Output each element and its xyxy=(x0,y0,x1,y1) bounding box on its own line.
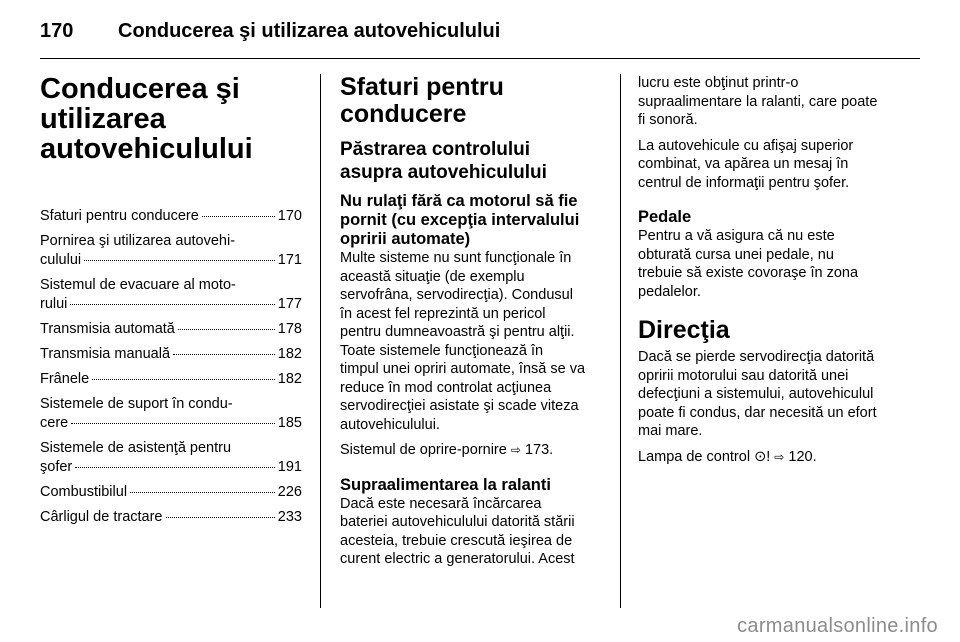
page-header xyxy=(40,20,920,60)
toc-page: 170 xyxy=(277,208,302,224)
toc-page: 233 xyxy=(277,509,302,525)
display-message-paragraph: La autovehicule cu afişaj superior combinat, va apărea un mesaj în centrul de informaţii pentru şofer. xyxy=(638,137,854,191)
stop-start-page-link[interactable]: 173. xyxy=(524,442,554,458)
toc-leader xyxy=(84,260,275,261)
engine-off-heading: Nu rulaţi fără ca motorul să fie pornit (cu excepţia intervalului opririi automate) xyxy=(340,192,580,248)
toc-leader xyxy=(70,304,274,305)
toc-label: cere xyxy=(40,415,69,431)
toc-page: 191 xyxy=(277,459,302,475)
toc-item-brakes[interactable] xyxy=(40,370,302,389)
pedals-paragraph: Pentru a vă asigura că nu este obturată cursa unei pedale, nu trebuie să existe covoraşe în zona pedalelor. xyxy=(638,228,859,300)
steering-warning-lamp-icon: ⊙! xyxy=(754,448,771,465)
page-number: 170 xyxy=(40,20,74,42)
toc-label: şofer xyxy=(40,459,73,475)
section-title-line: Sfaturi pentru xyxy=(340,73,504,101)
section-title xyxy=(340,74,602,128)
toc-label: Transmisia automată xyxy=(40,321,175,337)
toc-item-automatic-transmission[interactable] xyxy=(40,320,302,339)
page-reference-arrow-icon: ⇨ xyxy=(510,443,521,457)
toc-label: Frânele xyxy=(40,371,90,387)
stop-start-reference: Sistemul de oprire-pornire ⇨ 173. xyxy=(340,442,554,458)
steering-paragraph: Dacă se pierde servodirecţia datorită opririi motorului sau datorită unei defecţiuni a sistemului, autovehiculul poate fi condus, dar necesită un efort mai mare. xyxy=(638,349,877,439)
column-divider xyxy=(620,74,621,608)
pedals-heading: Pedale xyxy=(638,208,692,226)
toc-leader xyxy=(130,492,275,493)
right-column xyxy=(638,74,904,473)
idle-boost-heading: Supraalimentarea la ralanti xyxy=(340,475,551,494)
toc-item-driving-hints[interactable] xyxy=(40,207,302,226)
toc-label: Cârligul de tractare xyxy=(40,509,163,525)
subsection-title xyxy=(340,138,602,184)
toc-page: 171 xyxy=(277,252,302,268)
toc-label: Transmisia manuală xyxy=(40,346,171,362)
main-column xyxy=(340,74,602,576)
toc-label: rului xyxy=(40,296,68,312)
running-title: Conducerea şi utilizarea autovehiculului xyxy=(118,20,501,42)
toc-leader xyxy=(71,423,275,424)
chapter-title-line: utilizarea xyxy=(40,103,166,135)
toc-label: Sistemul de evacuare al moto- xyxy=(40,277,236,293)
toc-item-towbar[interactable] xyxy=(40,508,302,527)
chapter-title-line: Conducerea şi xyxy=(40,73,240,105)
chapter-column xyxy=(40,74,302,533)
toc-leader xyxy=(178,329,275,330)
toc-page: 178 xyxy=(277,321,302,337)
toc-label: Combustibilul xyxy=(40,484,128,500)
lamp-page-link[interactable]: 120. xyxy=(788,448,817,465)
toc-label: culului xyxy=(40,252,82,268)
toc-page: 182 xyxy=(277,371,302,387)
toc-page: 185 xyxy=(277,415,302,431)
table-of-contents xyxy=(40,207,302,527)
toc-item-manual-transmission[interactable] xyxy=(40,345,302,364)
page-reference-arrow-icon: ⇨ xyxy=(774,449,785,464)
toc-label: Pornirea şi utilizarea autovehi- xyxy=(40,233,236,249)
section-title-line: conducere xyxy=(340,100,467,128)
chapter-title-line: autovehiculului xyxy=(40,133,253,165)
toc-item-exhaust[interactable] xyxy=(40,276,302,314)
toc-page: 182 xyxy=(277,346,302,362)
idle-boost-paragraph: Dacă este necesară încărcarea bateriei autovehiculului datorită stării acesteia, trebuie crescută ieşirea de curent electric a generatorului. Acest xyxy=(340,495,575,567)
engine-off-paragraph: Multe sisteme nu sunt funcţionale în această situaţie (de exemplu servofrâna, servodirecţia). Condusul în acest fel reprezintă un pericol pentru dumneavoastră şi pentru alţii. Toate sistemele funcţionează în timpul unei opriri automate, însă se va reduce în mod controlat acţiunea servodirecţiei asistate şi scade viteza autovehiculului. xyxy=(340,250,586,433)
toc-item-starting-operating[interactable] xyxy=(40,232,302,270)
toc-item-fuel[interactable] xyxy=(40,483,302,502)
toc-leader xyxy=(75,467,275,468)
toc-leader xyxy=(166,517,275,518)
idle-boost-continued: lucru este obţinut printr-o supraalimentare la ralanti, care poate fi sonoră. xyxy=(638,75,878,128)
toc-item-driver-assistance[interactable] xyxy=(40,439,302,477)
chapter-title xyxy=(40,74,302,164)
header-rule xyxy=(40,58,920,59)
watermark: carmanualsonline.info xyxy=(737,615,938,637)
toc-item-ride-control[interactable] xyxy=(40,395,302,433)
toc-leader xyxy=(173,354,275,355)
toc-label: Sfaturi pentru conducere xyxy=(40,208,199,224)
toc-leader xyxy=(92,379,275,380)
column-divider xyxy=(320,74,321,608)
toc-label: Sistemele de asistenţă pentru xyxy=(40,440,232,456)
subsection-title-line: Păstrarea controlului xyxy=(340,139,531,160)
toc-leader xyxy=(202,216,275,217)
toc-page: 177 xyxy=(277,296,302,312)
toc-page: 226 xyxy=(277,484,302,500)
subsection-title-line: asupra autovehiculului xyxy=(340,162,547,183)
toc-label: Sistemele de suport în condu- xyxy=(40,396,233,412)
steering-title: Direcţia xyxy=(638,316,730,344)
lamp-reference: Lampa de control ⊙! ⇨ 120. xyxy=(638,448,817,465)
